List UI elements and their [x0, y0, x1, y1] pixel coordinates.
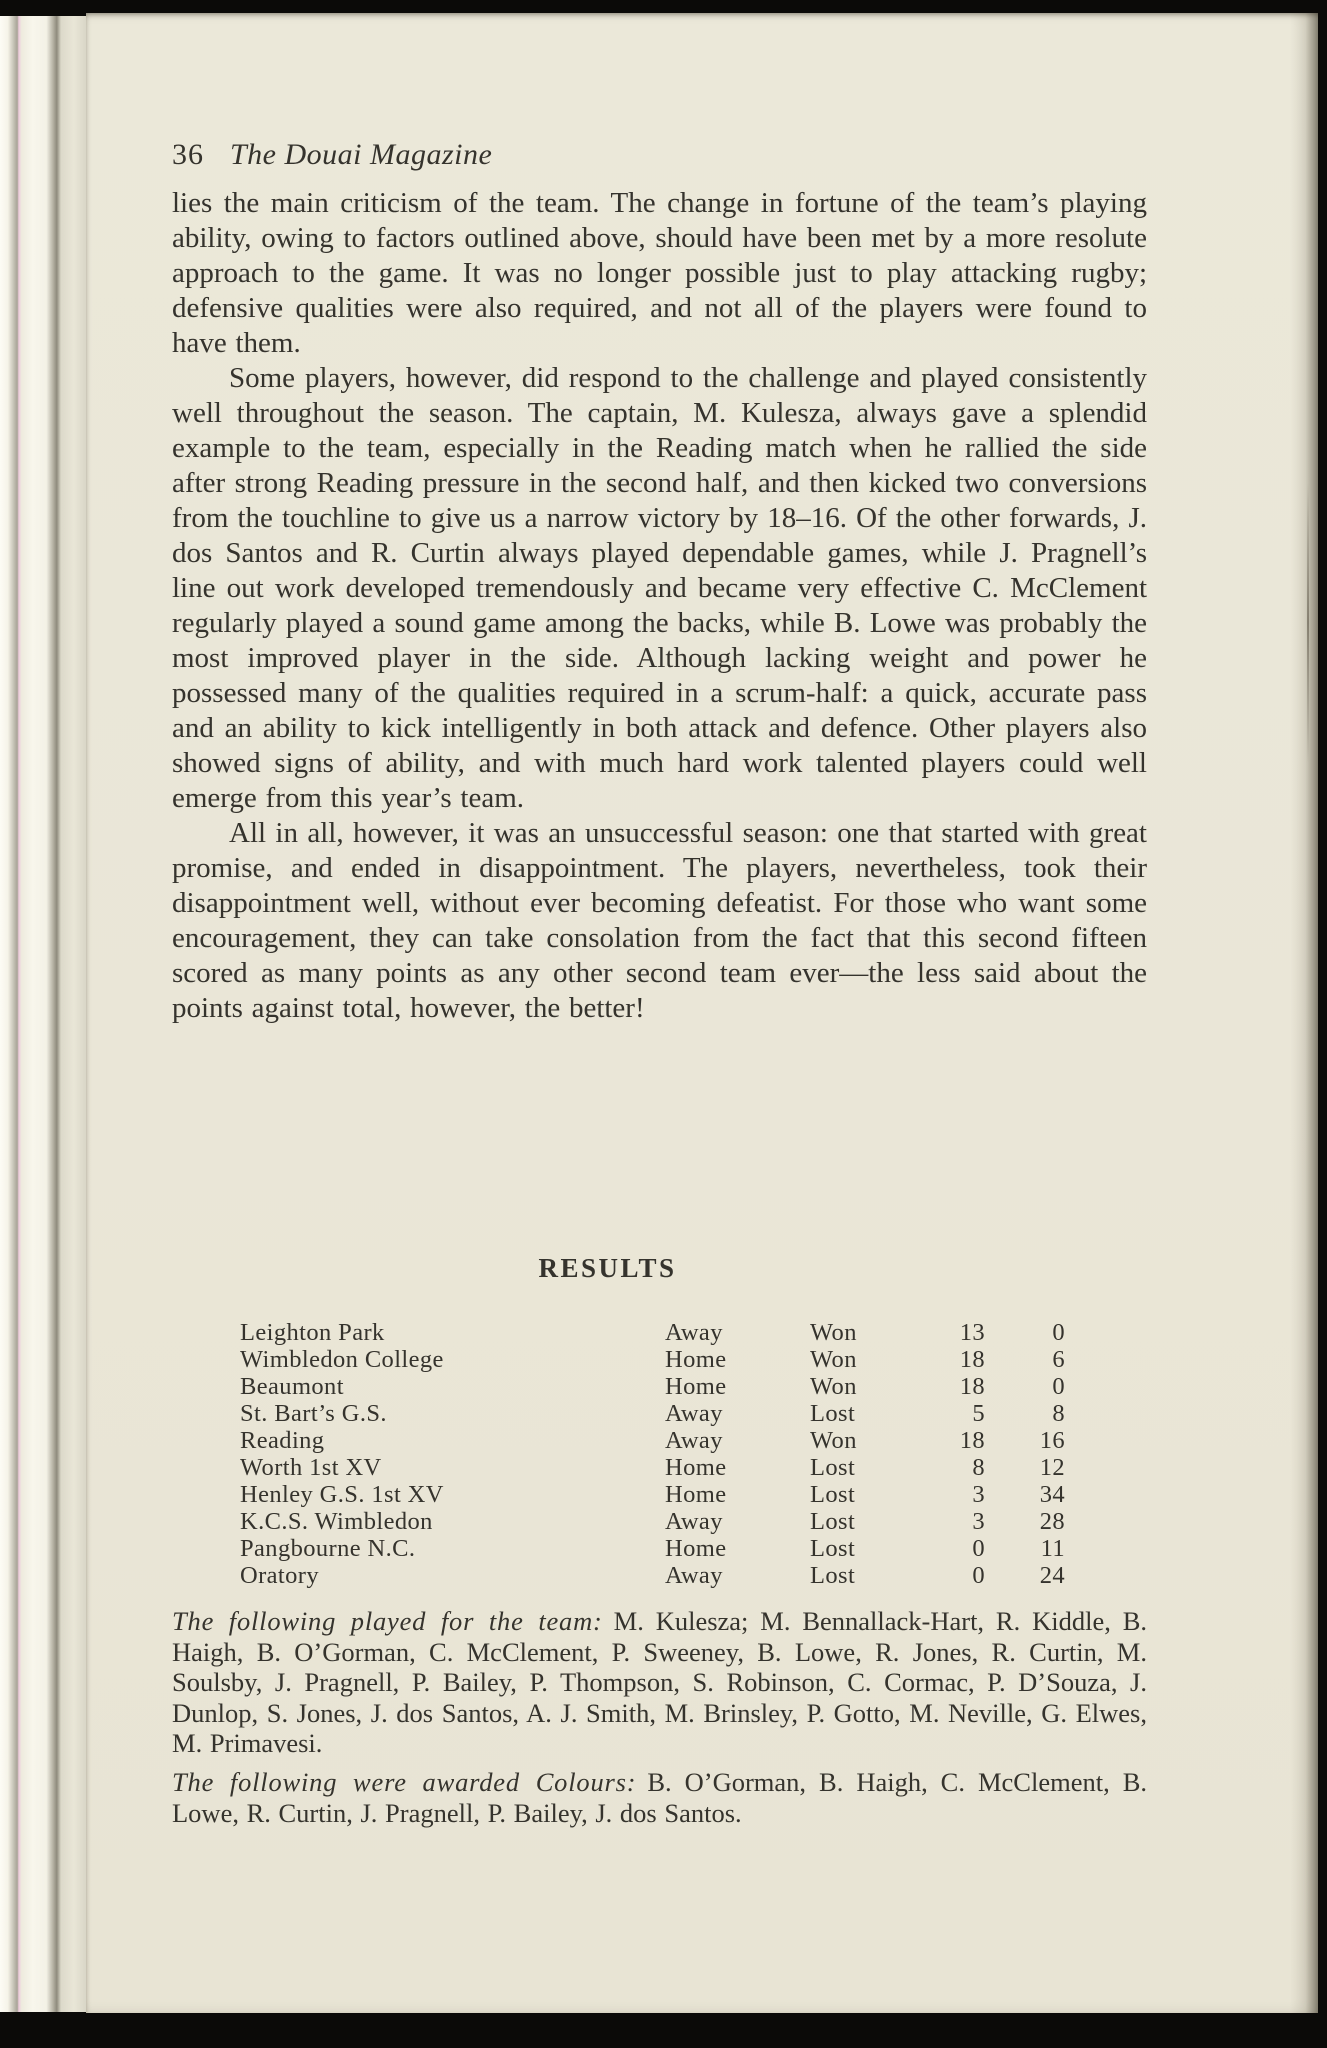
result-cell: Lost — [810, 1562, 856, 1589]
points-for-cell: 5 — [972, 1400, 985, 1427]
colours-note-lead: The following were awarded Colours: — [172, 1767, 637, 1797]
points-against-cell: 16 — [1039, 1427, 1065, 1454]
result-cell: Lost — [810, 1481, 856, 1508]
players-note — [172, 1606, 1147, 1759]
players-note-lead: The following played for the team: — [172, 1606, 603, 1636]
table-row — [240, 1508, 1065, 1535]
points-against-cell: 6 — [1052, 1346, 1065, 1373]
opponent-cell: St. Bart’s G.S. — [240, 1400, 387, 1427]
points-for-cell: 13 — [959, 1319, 985, 1346]
opponent-cell: Worth 1st XV — [240, 1454, 382, 1481]
points-against-cell: 0 — [1052, 1319, 1065, 1346]
points-for-cell: 0 — [972, 1535, 985, 1562]
page-number: 36 — [172, 138, 204, 171]
opponent-cell: Pangbourne N.C. — [240, 1535, 416, 1562]
venue-cell: Home — [665, 1346, 727, 1373]
page-right-shade — [1290, 13, 1318, 2013]
venue-cell: Away — [665, 1319, 723, 1346]
result-cell: Won — [810, 1346, 857, 1373]
article-paragraph-1: lies the main criticism of the team. The change in fortune of the team’s playing ability, owing to factors outlined above, should have been met by a more resolute approach to the game. It was no longer possible just to play attacking rugby; defensive qualities were also required, and not all of the players were found to have them. — [172, 187, 1147, 359]
magazine-title: The Douai Magazine — [230, 138, 493, 171]
points-against-cell: 11 — [1040, 1535, 1065, 1562]
venue-cell: Home — [665, 1481, 727, 1508]
points-for-cell: 3 — [972, 1508, 985, 1535]
result-cell: Won — [810, 1427, 857, 1454]
opponent-cell: Henley G.S. 1st XV — [240, 1481, 444, 1508]
result-cell: Lost — [810, 1535, 856, 1562]
table-row — [240, 1535, 1065, 1562]
table-row — [240, 1373, 1065, 1400]
points-against-cell: 28 — [1039, 1508, 1065, 1535]
page-crease — [1307, 483, 1309, 763]
table-row — [240, 1346, 1065, 1373]
opponent-cell: Leighton Park — [240, 1319, 385, 1346]
results-table — [240, 1319, 1065, 1589]
points-against-cell: 8 — [1052, 1400, 1065, 1427]
result-cell: Lost — [810, 1400, 856, 1427]
opponent-cell: Reading — [240, 1427, 325, 1454]
table-row — [240, 1427, 1065, 1454]
table-row — [240, 1454, 1065, 1481]
points-for-cell: 0 — [972, 1562, 985, 1589]
points-for-cell: 18 — [959, 1427, 985, 1454]
points-against-cell: 24 — [1039, 1562, 1065, 1589]
article-body — [172, 186, 1147, 1026]
venue-cell: Home — [665, 1373, 727, 1400]
result-cell: Won — [810, 1373, 857, 1400]
table-row — [240, 1481, 1065, 1508]
venue-cell: Away — [665, 1562, 723, 1589]
opponent-cell: Wimbledon College — [240, 1346, 444, 1373]
result-cell: Won — [810, 1319, 857, 1346]
points-for-cell: 18 — [959, 1373, 985, 1400]
colours-note — [172, 1767, 1147, 1828]
points-against-cell: 34 — [1039, 1481, 1065, 1508]
article-paragraph-2: Some players, however, did respond to the challenge and played consistently well throughout the season. The captain, M. Kulesza, always gave a splendid example to the team, especially in the Reading match when he rallied the side after strong Reading pressure in the second half, and then kicked two conversions from the touchline to give us a narrow victory by 18–16. Of the other forwards, J. dos Santos and R. Curtin always played dependable games, while J. Pragnell’s line out work developed tremendously and became very effective C. McClement regularly played a sound game among the backs, while B. Lowe was probably the most improved player in the side. Although lacking weight and power he possessed many of the qualities required in a scrum-half: a quick, accurate pass and an ability to kick intelligently in both attack and defence. Other players also showed signs of ability, and with much hard work talented players could well emerge from this year’s team. — [172, 362, 1147, 814]
table-row — [240, 1400, 1065, 1427]
points-for-cell: 18 — [959, 1346, 985, 1373]
results-heading: RESULTS — [538, 1253, 677, 1283]
points-against-cell: 12 — [1039, 1454, 1065, 1481]
table-row — [240, 1562, 1065, 1589]
result-cell: Lost — [810, 1508, 856, 1535]
colours-note-names: B. O’Gorman, B. Haigh, C. McClement, B. Lowe, R. Curtin, J. Pragnell, P. Bailey, J. dos Santos. — [172, 1767, 1147, 1828]
points-for-cell: 8 — [972, 1454, 985, 1481]
venue-cell: Away — [665, 1400, 723, 1427]
page-stack-edges — [0, 16, 86, 2012]
points-against-cell: 0 — [1052, 1373, 1065, 1400]
magazine-page — [86, 13, 1318, 2013]
venue-cell: Away — [665, 1427, 723, 1454]
article-paragraph-3: All in all, however, it was an unsuccessful season: one that started with great promise, and ended in disappointment. The players, nevertheless, took their disappointment well, without ever becoming defeatist. For those who want some encouragement, they can take consolation from the fact that this second fifteen scored as many points as any other second team ever—the less said about the points against total, however, the better! — [172, 817, 1147, 1024]
venue-cell: Home — [665, 1535, 727, 1562]
opponent-cell: K.C.S. Wimbledon — [240, 1508, 433, 1535]
result-cell: Lost — [810, 1454, 856, 1481]
venue-cell: Away — [665, 1508, 723, 1535]
opponent-cell: Oratory — [240, 1562, 319, 1589]
venue-cell: Home — [665, 1454, 727, 1481]
table-row — [240, 1319, 1065, 1346]
points-for-cell: 3 — [972, 1481, 985, 1508]
opponent-cell: Beaumont — [240, 1373, 344, 1400]
running-header — [172, 138, 492, 172]
players-note-names: M. Kulesza; M. Bennallack-Hart, R. Kiddle, B. Haigh, B. O’Gorman, C. McClement, P. Sweeney, B. Lowe, R. Jones, R. Curtin, M. Soulsby, J. Pragnell, P. Bailey, P. Thompson, S. Robinson, C. Cormac, P. D’Souza, J. Dunlop, S. Jones, J. dos Santos, A. J. Smith, M. Brinsley, P. Gotto, M. Neville, G. Elwes, M. Primavesi. — [172, 1606, 1147, 1759]
